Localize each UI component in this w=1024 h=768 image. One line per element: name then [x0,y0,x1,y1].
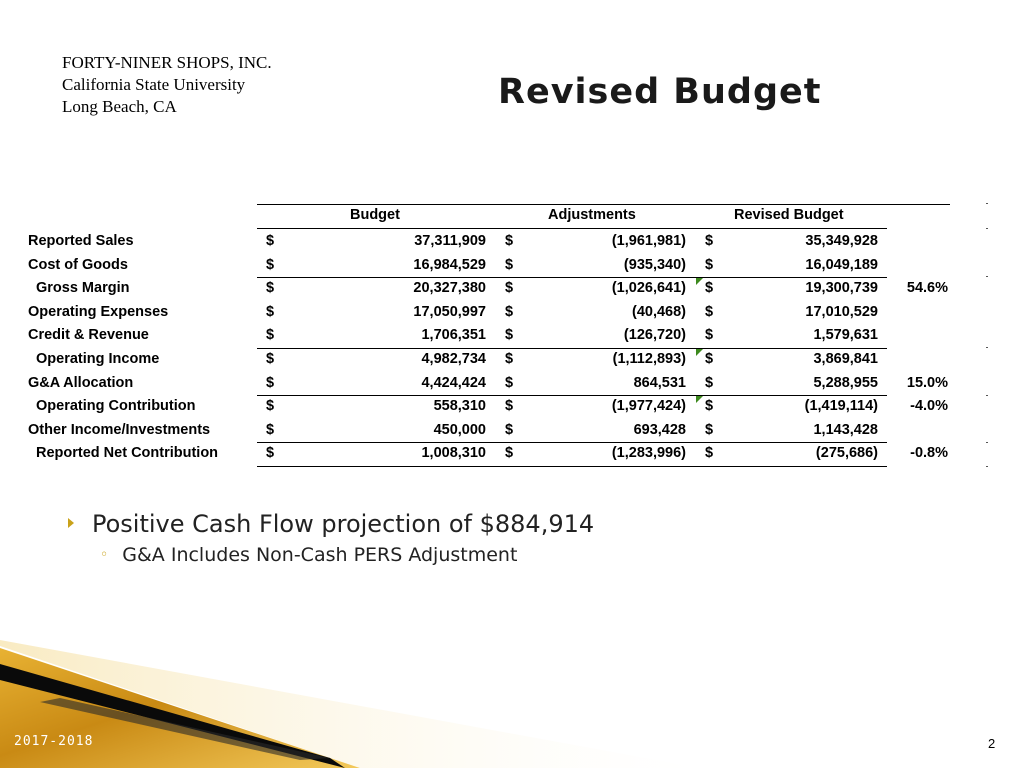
currency-symbol: $ [266,374,275,391]
org-location: Long Beach, CA [62,97,177,116]
row-label: Cost of Goods [28,256,128,273]
currency-symbol: $ [705,421,714,438]
subtotal-rule [257,277,887,278]
margin-dot [986,442,988,443]
budget-value: 4,424,424 [421,374,486,391]
revised-value: 3,869,841 [813,351,878,367]
bullet-arrow-icon [68,518,74,528]
revised-value: 19,300,739 [805,280,878,297]
org-name: FORTY-NINER SHOPS, INC. [62,53,272,72]
currency-symbol: $ [505,398,514,415]
percent-value: 54.6% [906,280,948,297]
table-row [28,395,958,419]
currency-symbol: $ [705,233,714,249]
currency-symbol: $ [705,256,714,273]
currency-symbol: $ [266,351,275,367]
row-label: Operating Expenses [28,303,169,320]
subtotal-rule [257,395,887,396]
row-label: Reported Sales [28,233,134,249]
adjustments-value: (126,720) [623,327,686,344]
percent-value: -0.8% [910,445,948,462]
row-label: Gross Margin [36,280,130,297]
budget-value: 450,000 [433,421,486,438]
margin-dot [986,203,988,204]
currency-symbol: $ [705,327,714,344]
comment-marker-icon [696,349,703,356]
bullet-text: Positive Cash Flow projection of $884,914 [92,510,595,538]
revised-value: 5,288,955 [813,374,878,391]
table-row [28,324,958,348]
budget-value: 558,310 [433,398,486,415]
currency-symbol: $ [266,256,275,273]
currency-symbol: $ [266,398,275,415]
revised-value: 1,579,631 [813,327,878,344]
currency-symbol: $ [266,445,275,462]
currency-symbol: $ [505,445,514,462]
currency-symbol: $ [266,233,275,249]
row-label: Other Income/Investments [28,421,211,438]
revised-value: 1,143,428 [813,421,878,438]
table-row [28,301,958,325]
budget-value: 1,706,351 [421,327,486,344]
adjustments-value: 864,531 [633,374,686,391]
subtotal-rule [257,442,887,443]
table-row [28,230,958,254]
budget-value: 16,984,529 [413,256,486,273]
margin-dot [986,276,988,277]
percent-value: -4.0% [910,398,948,415]
header-bottom-rule [257,228,887,229]
table-bottom-rule [257,466,887,467]
subtotal-rule [257,348,887,349]
currency-symbol: $ [705,374,714,391]
currency-symbol: $ [705,303,714,320]
page-number: 2 [988,736,996,751]
adjustments-value: (1,026,641) [611,280,686,297]
revised-value: (1,419,114) [804,398,878,415]
bullet-item [68,510,594,538]
currency-symbol: $ [266,421,275,438]
currency-symbol: $ [505,303,514,320]
currency-symbol: $ [266,303,275,320]
revised-value: 17,010,529 [805,303,878,320]
sub-bullet-item [100,544,517,566]
row-label: Reported Net Contribution [36,445,219,462]
budget-value: 20,327,380 [413,280,486,297]
row-label: Credit & Revenue [28,327,149,344]
currency-symbol: $ [705,280,714,297]
margin-dot [986,347,988,348]
sub-bullet-text: G&A Includes Non-Cash PERS Adjustment [122,544,518,566]
budget-value: 4,982,734 [421,351,486,367]
table-row [28,277,958,301]
adjustments-value: (1,283,996) [611,445,686,462]
currency-symbol: $ [505,327,514,344]
adjustments-value: (935,340) [623,256,686,273]
currency-symbol: $ [505,256,514,273]
currency-symbol: $ [705,351,714,367]
revised-value: (275,686) [815,445,878,462]
ring-bullet-icon: ◦ [100,547,109,563]
currency-symbol: $ [505,374,514,391]
header-top-rule [257,204,950,205]
slide-title: Revised Budget [498,72,822,112]
header-revised-budget: Revised Budget [734,207,844,223]
table-row [28,348,958,372]
currency-symbol: $ [266,280,275,297]
footer-year: 2017-2018 [14,734,94,749]
adjustments-value: (1,977,424) [611,398,686,415]
table-row [28,442,958,466]
currency-symbol: $ [505,421,514,438]
adjustments-value: (40,468) [631,303,686,320]
budget-value: 1,008,310 [421,445,486,462]
comment-marker-icon [696,278,703,285]
currency-symbol: $ [705,445,714,462]
percent-value: 15.0% [906,374,948,391]
gold-corner-decoration [0,640,700,768]
org-university: California State University [62,75,246,94]
budget-value: 17,050,997 [413,303,486,320]
table-row [28,254,958,278]
currency-symbol: $ [266,327,275,344]
revised-value: 16,049,189 [805,256,878,273]
adjustments-value: 693,428 [633,421,686,438]
revised-value: 35,349,928 [805,233,878,249]
organization-block [62,52,272,118]
table-row [28,372,958,396]
currency-symbol: $ [505,351,514,367]
budget-value: 37,311,909 [414,233,486,249]
header-adjustments: Adjustments [548,207,636,223]
row-label: Operating Income [36,351,160,367]
row-label: G&A Allocation [28,374,134,391]
margin-dot [986,228,988,229]
currency-symbol: $ [505,233,514,249]
adjustments-value: (1,112,893) [612,351,686,367]
adjustments-value: (1,961,981) [611,233,686,249]
margin-dot [986,466,988,467]
row-label: Operating Contribution [36,398,196,415]
currency-symbol: $ [505,280,514,297]
comment-marker-icon [696,396,703,403]
table-row [28,419,958,443]
margin-dot [986,395,988,396]
header-budget: Budget [350,207,400,223]
currency-symbol: $ [705,398,714,415]
